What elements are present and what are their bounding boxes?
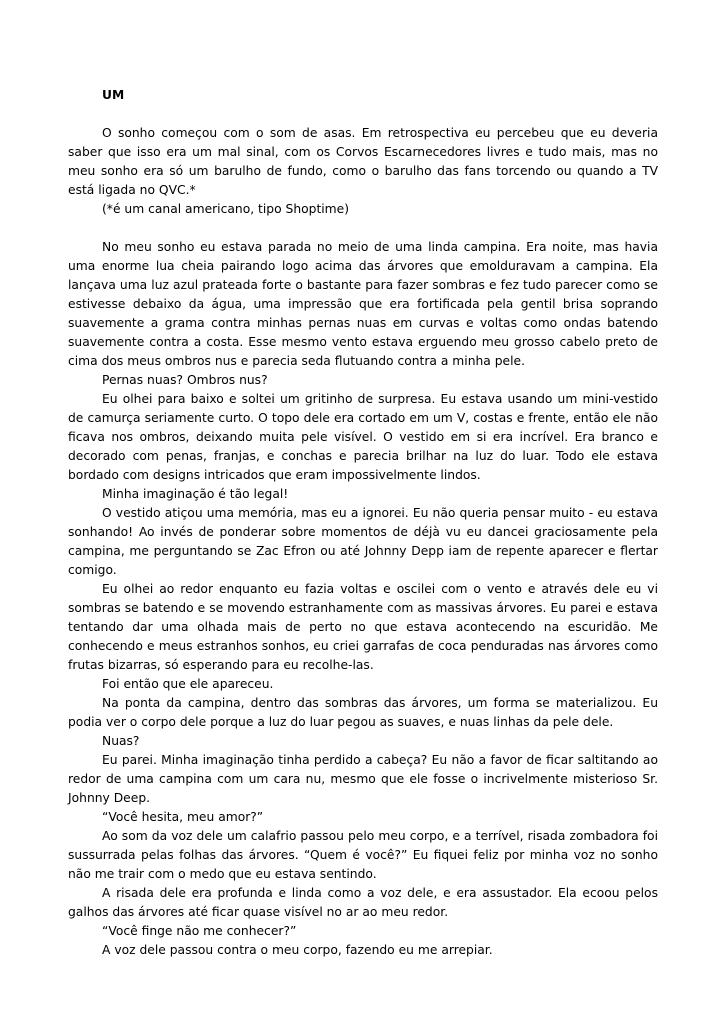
paragraph: Eu olhei ao redor enquanto eu fazia voltas e oscilei com o vento e através dele eu vi sombras se batendo e se movendo estranhamente com as massivas árvores. Eu parei e estava tentando dar uma olhada mais de perto no que estava acontecendo na escuridão. Me conhecendo e meus estranhos sonhos, eu criei garrafas de coca penduradas nas árvores como frutas bizarras, só esperando para eu recolhe-las. (68, 582, 658, 672)
paragraph: No meu sonho eu estava parada no meio de uma linda campina. Era noite, mas havia uma enorme lua cheia pairando logo acima das árvores que emolduravam a campina. Ela lançava uma luz azul prateada forte o bastante para fazer sombras e fez tudo parecer como se estivesse debaixo da água, uma impressão que era fortificada pela gentil brisa soprando suavemente a grama contra minhas pernas nuas em curvas e voltas como ondas batendo suavemente contra a costa. Esse mesmo vento estava erguendo meu grosso cabelo preto de cima dos meus ombros nus e parecia seda flutuando contra a minha pele. (68, 240, 658, 368)
paragraph-intro: O sonho começou com o som de asas. Em retrospectiva eu percebeu que eu deveria saber que isso era um mal sinal, com os Corvos Escarnecedores livres e tudo mais, mas no meu sonho era só um barulho de fundo, como o barulho das fans torcendo ou quando a TV está ligada no QVC.* (68, 126, 658, 197)
paragraph: Pernas nuas? Ombros nus? (102, 373, 268, 387)
paragraph: O vestido atiçou uma memória, mas eu a ignorei. Eu não queria pensar muito - eu estava sonhando! Ao invés de ponderar sobre momentos de déjà vu eu dancei graciosamente pela campina, me perguntando se Zac Efron ou até Johnny Depp iam de repente aparecer e flertar comigo. (68, 506, 658, 577)
paragraph: “Você finge não me conhecer?” (102, 924, 297, 938)
paragraph: Na ponta da campina, dentro das sombras das árvores, um forma se materializou. Eu podia ver o corpo dele porque a luz do luar pegou as suaves, e nuas linhas da pele dele. (68, 696, 658, 729)
footnote: (*é um canal americano, tipo Shoptime) (102, 202, 350, 216)
paragraph: Eu parei. Minha imaginação tinha perdido a cabeça? Eu não a favor de ficar saltitando ao redor de uma campina com um cara nu, mesmo que ele fosse o incrivelmente misterioso Sr. Johnny Deep. (68, 753, 658, 805)
document-page (68, 86, 658, 960)
paragraph: A voz dele passou contra o meu corpo, fazendo eu me arrepiar. (102, 943, 493, 957)
chapter-heading: UM (102, 88, 125, 102)
paragraph: Ao som da voz dele um calafrio passou pelo meu corpo, e a terrível, risada zombadora foi sussurrada pelas folhas das árvores. “Quem é você?” Eu fiquei feliz por minha voz no sonho não me trair com o medo que eu estava sentindo. (68, 829, 658, 881)
paragraph: A risada dele era profunda e linda como a voz dele, e era assustador. Ela ecoou pelos galhos das árvores até ficar quase visível no ar ao meu redor. (68, 886, 658, 919)
paragraph: Eu olhei para baixo e soltei um gritinho de surpresa. Eu estava usando um mini-vestido de camurça seriamente curto. O topo dele era cortado em um V, costas e frente, então ele não ficava nos ombros, deixando muita pele visível. O vestido em si era incrível. Era branco e decorado com penas, franjas, e conchas e parecia brilhar na luz do luar. Todo ele estava bordado com designs intricados que eram impossivelmente lindos. (68, 392, 658, 482)
paragraph: Foi então que ele apareceu. (102, 677, 274, 691)
paragraph: Minha imaginação é tão legal! (102, 487, 289, 501)
paragraph: “Você hesita, meu amor?” (102, 810, 264, 824)
paragraph: Nuas? (102, 734, 140, 748)
